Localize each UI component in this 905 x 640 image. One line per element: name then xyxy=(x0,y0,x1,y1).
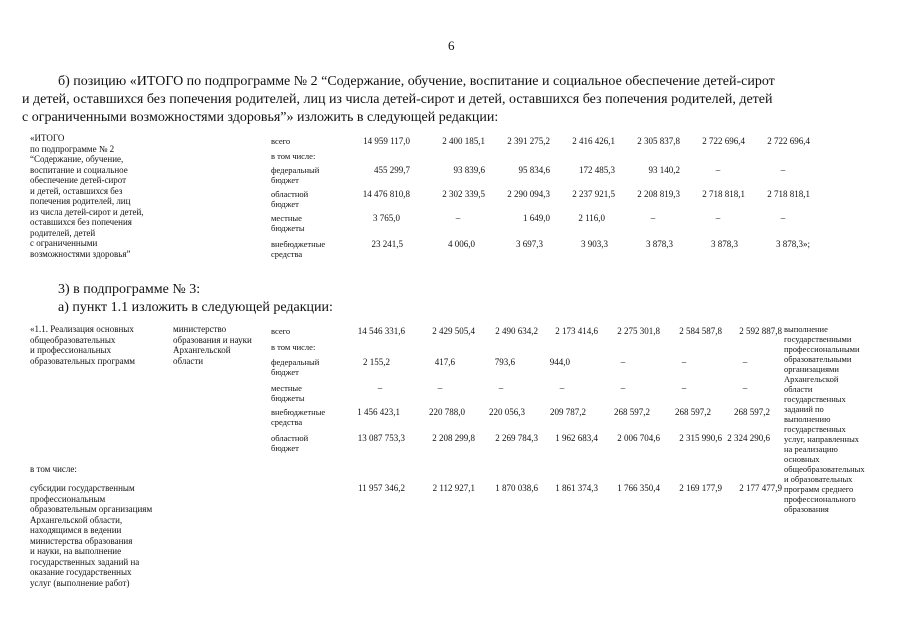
table2-cell: – xyxy=(377,383,383,393)
table2-result-line: выполнение xyxy=(784,324,828,334)
table2-result-line: основных xyxy=(784,454,820,464)
table1-cell: 3 878,3 xyxy=(646,239,673,249)
table2-result-line: заданий по xyxy=(784,404,824,414)
table2-cell: 13 087 753,3 xyxy=(357,433,405,443)
table1-cell: 1 649,0 xyxy=(523,213,550,223)
table2-subsidy-line: услуг (выполнение работ) xyxy=(30,577,130,588)
table2-cell: 2 324 290,6 xyxy=(727,433,770,443)
table1-cell: – xyxy=(650,213,656,223)
table2-subsidy-cell: 1 861 374,3 xyxy=(555,483,598,493)
table2-label xyxy=(30,324,135,366)
table1-label-line: попечения родителей, лиц xyxy=(30,196,131,206)
intro-line-3: с ограниченными возможностями здоровья”» изложить в следующей редакции: xyxy=(22,110,499,125)
table2-cell: 2 155,2 xyxy=(363,357,390,367)
table1-source-line: областной xyxy=(271,189,309,199)
intro-line-2: и детей, оставшихся без попечения родителей, лиц из числа детей-сирот и детей, оставшихся без попечения родителей, детей xyxy=(22,92,773,107)
table2-cell: 2 490 634,2 xyxy=(495,326,538,336)
table1-source: в том числе: xyxy=(271,151,316,161)
table1-source-line: местные xyxy=(271,213,302,223)
table1-label-line: с ограниченными xyxy=(30,238,98,248)
table2-subsidy-line: Архангельской области, xyxy=(30,514,123,525)
table1-cell: 3 903,3 xyxy=(581,239,608,249)
table1-cell: 2 416 426,1 xyxy=(572,136,615,146)
table1-source-line: федеральный xyxy=(271,165,320,175)
table2-source xyxy=(271,357,319,377)
table2-cell: – xyxy=(681,357,687,367)
table2-label-line: образовательных программ xyxy=(30,355,135,366)
table2-subsidy-line: министерства образования xyxy=(30,535,133,546)
table2-subsidy-line: образовательным организациям xyxy=(30,504,153,514)
table1-source xyxy=(271,189,308,209)
table1-label-line: “Содержание, обучение, xyxy=(30,154,124,164)
table1-cell: – xyxy=(780,213,786,223)
table2-cell: 2 584 587,8 xyxy=(679,326,722,336)
table2-cell: 220 788,0 xyxy=(429,407,465,417)
table2-source-line: федеральный xyxy=(271,357,320,367)
table2-cell: 220 056,3 xyxy=(489,407,525,417)
table2-source-line: местные xyxy=(271,383,302,393)
table1-cell: 95 834,6 xyxy=(518,165,550,175)
table1-cell: 2 722 696,4 xyxy=(702,136,745,146)
table2-result-line: профессионального xyxy=(784,494,856,504)
table2-source xyxy=(271,433,308,453)
table1-source-line: внебюджетные xyxy=(271,239,326,249)
table2-source-line: внебюджетные xyxy=(271,407,326,417)
table2-cell: – xyxy=(620,357,626,367)
section-3-item-a: а) пункт 1.1 изложить в следующей редакции: xyxy=(58,300,333,315)
table1-label-line: обеспечение детей-сирот xyxy=(30,175,127,185)
table2-executor-line: образования и науки xyxy=(173,334,252,345)
table1-cell: 2 305 837,8 xyxy=(637,136,680,146)
table2-executor xyxy=(173,324,252,366)
table2-cell: 2 208 299,8 xyxy=(432,433,475,443)
table2-cell: 793,6 xyxy=(494,357,515,367)
section-3-heading: 3) в подпрограмме № 3: xyxy=(58,282,201,297)
table2-subsidy-cell: 2 177 477,9 xyxy=(739,483,782,493)
table2-cell: – xyxy=(742,357,748,367)
table2-cell: – xyxy=(681,383,687,393)
table1-cell: 2 116,0 xyxy=(578,213,605,223)
table2-result-line: Архангельской xyxy=(784,374,839,384)
table2-subsidy-line: субсидии государственным xyxy=(30,483,135,493)
table1-label-line: возможностями здоровья” xyxy=(30,248,131,259)
table1-cell: 172 485,3 xyxy=(579,165,615,175)
table2-result-line: образования xyxy=(784,504,829,514)
table2-cell: – xyxy=(620,383,626,393)
table2-subsidy-cell: 1 766 350,4 xyxy=(617,483,660,493)
table1-source xyxy=(271,213,305,233)
table1-cell: 14 959 117,0 xyxy=(363,136,410,146)
table2-subsidy-label xyxy=(30,483,152,588)
table2-cell: 2 275 301,8 xyxy=(617,326,660,336)
table2-cell: 2 315 990,6 xyxy=(679,433,722,443)
table2-subsidy-line: находящимся в ведении xyxy=(30,525,122,535)
table1-source-line: средства xyxy=(271,249,303,259)
table2-subsidy-cell: 2 112 927,1 xyxy=(432,483,475,493)
table2-source xyxy=(271,383,305,403)
table1-cell: 2 237 921,5 xyxy=(572,189,615,199)
table1-cell: 2 718 818,1 xyxy=(767,189,810,199)
table2-cell: 2 173 414,6 xyxy=(555,326,598,336)
table1-source: всего xyxy=(271,136,291,146)
table2-result-line: образовательными xyxy=(784,354,852,364)
table1-label-line: воспитание и социальное xyxy=(30,164,128,175)
table2-result-line: услуг, направленных xyxy=(784,434,860,444)
table2-label-line: «1.1. Реализация основных xyxy=(30,324,134,334)
table1-cell: 14 476 810,8 xyxy=(362,189,410,199)
table2-executor-line: министерство xyxy=(173,324,227,334)
table1-label-line: и детей, оставшихся без xyxy=(30,185,123,196)
table2-source-line: бюджет xyxy=(271,367,299,377)
table2-source: в том числе: xyxy=(271,342,316,352)
table2-subsidy-line: государственных заданий на xyxy=(30,556,140,567)
table2-executor-line: Архангельской xyxy=(173,345,231,355)
table2-cell: 14 546 331,6 xyxy=(357,326,405,336)
table1-cell: 2 718 818,1 xyxy=(702,189,745,199)
table2-label-line: общеобразовательных xyxy=(30,334,116,345)
table2-executor-line: области xyxy=(173,355,204,366)
table2-subsidy-cell: 1 870 038,6 xyxy=(495,483,538,493)
table2-source: всего xyxy=(271,326,291,336)
table1-cell: 4 006,0 xyxy=(448,239,475,249)
table1-cell: 2 302 339,5 xyxy=(442,189,485,199)
table2-cell: 2 269 784,3 xyxy=(495,433,538,443)
table2-cell: – xyxy=(498,383,504,393)
table1-cell: 2 208 819,3 xyxy=(637,189,680,199)
table1-label-line: по подпрограмме № 2 xyxy=(30,143,115,154)
table1-source-line: бюджет xyxy=(271,175,299,185)
table1-source xyxy=(271,165,319,185)
table2-source-line: областной xyxy=(271,433,309,443)
table2-source xyxy=(271,407,325,427)
table1-cell: 3 697,3 xyxy=(516,239,543,249)
table2-cell: 1 456 423,1 xyxy=(357,407,400,417)
table2-result-line: выполнению xyxy=(784,414,831,424)
table1-cell: 3 878,3»; xyxy=(775,239,810,249)
table2-cell: – xyxy=(742,383,748,393)
table2-result-line: области xyxy=(784,384,813,394)
table2-source-line: средства xyxy=(271,417,303,427)
table2-result-line: общеобразовательных xyxy=(784,464,865,474)
table2-cell: 2 006 704,6 xyxy=(617,433,660,443)
table2-subsidy-line: оказание государственных xyxy=(30,567,132,577)
table2-in-that-number: в том числе: xyxy=(30,464,77,474)
table2-subsidy-line: профессиональным xyxy=(30,493,106,504)
table2-cell: 209 787,2 xyxy=(550,407,586,417)
table1-cell: 2 391 275,2 xyxy=(507,136,550,146)
table2-source-line: бюджет xyxy=(271,443,299,453)
table2-result-line: программ среднего xyxy=(784,484,854,494)
table2-cell: 2 429 505,4 xyxy=(432,326,475,336)
table2-label-line: и профессиональных xyxy=(30,345,112,355)
table1-cell: 3 765,0 xyxy=(373,213,400,223)
table1-cell: 93 839,6 xyxy=(453,165,485,175)
table2-cell: – xyxy=(559,383,565,393)
table2-result-line: и образовательных xyxy=(784,474,853,484)
page-number: 6 xyxy=(448,38,455,53)
table1-source-line: бюджет xyxy=(271,199,299,209)
table1-label xyxy=(30,133,144,259)
table2-subsidy-cell: 11 957 346,2 xyxy=(358,483,405,493)
table1-label-line: «ИТОГО xyxy=(30,133,65,143)
table1-cell: – xyxy=(715,213,721,223)
table1-cell: – xyxy=(715,165,721,175)
table1-label-line: оставшихся без попечения xyxy=(30,217,132,227)
table2-result-line: государственных xyxy=(784,394,846,404)
table2-result xyxy=(784,324,865,514)
table2-result-line: организациями xyxy=(784,364,839,374)
table2-result-line: профессиональными xyxy=(784,344,860,354)
table1-cell: 2 400 185,1 xyxy=(442,136,485,146)
table2-cell: 268 597,2 xyxy=(734,407,770,417)
table1-cell: – xyxy=(455,213,461,223)
table1-source xyxy=(271,239,325,259)
intro-line-1: б) позицию «ИТОГО по подпрограмме № 2 “Содержание, обучение, воспитание и социальное обеспечение детей-сирот xyxy=(58,74,775,89)
table2-subsidy-cell: 2 169 177,9 xyxy=(679,483,722,493)
table1-cell: 455 299,7 xyxy=(374,165,410,175)
table2-cell: 2 592 887,8 xyxy=(739,326,782,336)
table1-cell: 23 241,5 xyxy=(371,239,403,249)
table1-cell: 93 140,2 xyxy=(648,165,680,175)
table2-source-line: бюджеты xyxy=(271,393,305,403)
table2-result-line: на реализацию xyxy=(784,444,838,454)
table1-cell: 2 290 094,3 xyxy=(507,189,550,199)
table1-cell: – xyxy=(780,165,786,175)
table2-result-line: государственными xyxy=(784,334,852,344)
table2-cell: 268 597,2 xyxy=(675,407,711,417)
table2-subsidy-line: и науки, на выполнение xyxy=(30,546,122,556)
table2-cell: 417,6 xyxy=(434,357,455,367)
table1-cell: 2 722 696,4 xyxy=(767,136,810,146)
table2-cell: 1 962 683,4 xyxy=(555,433,598,443)
table2-cell: 268 597,2 xyxy=(614,407,650,417)
table2-cell: 944,0 xyxy=(549,357,570,367)
table1-label-line: из числа детей-сирот и детей, xyxy=(30,206,144,217)
table2-cell: – xyxy=(437,383,443,393)
table2-result-line: государственных xyxy=(784,424,846,434)
table1-cell: 3 878,3 xyxy=(711,239,738,249)
table1-label-line: родителей, детей xyxy=(30,227,96,238)
table1-source-line: бюджеты xyxy=(271,223,305,233)
